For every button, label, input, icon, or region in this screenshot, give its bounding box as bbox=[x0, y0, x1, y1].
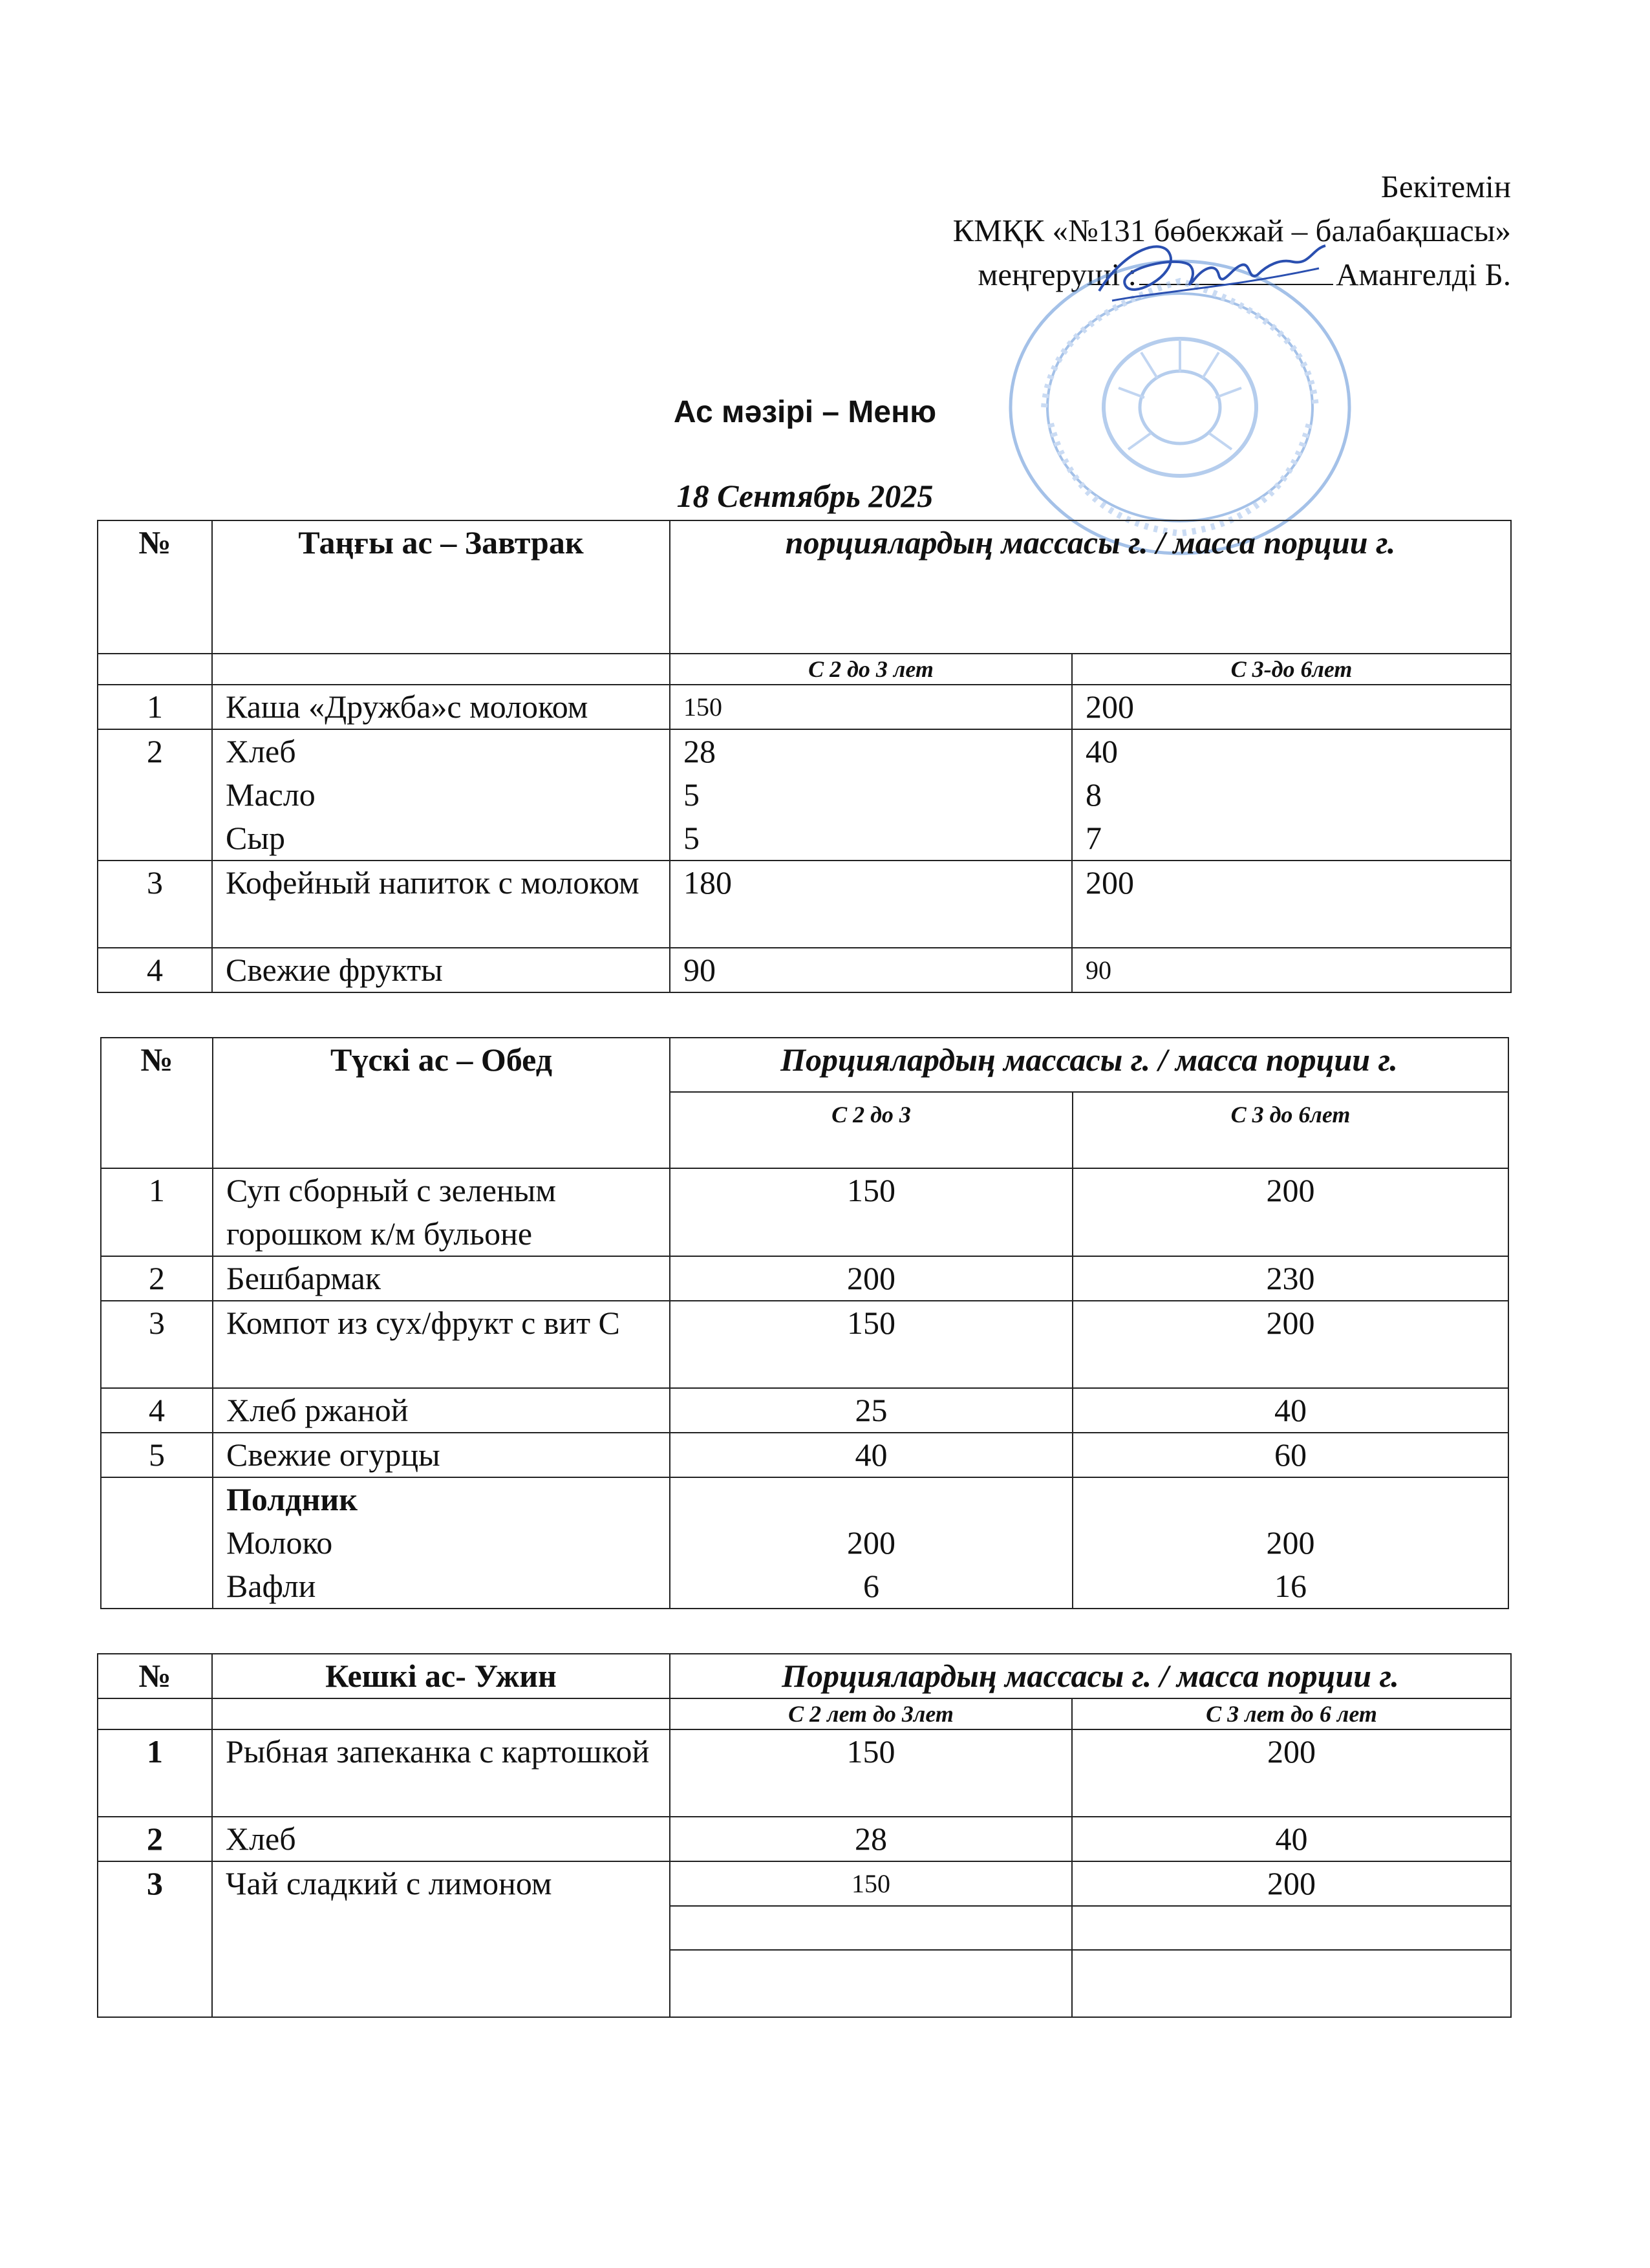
menu-date: 18 Сентябрь 2025 bbox=[676, 478, 934, 514]
mass-age2: 60 bbox=[1073, 1433, 1508, 1477]
approval-title: Бекітемін bbox=[1380, 169, 1511, 204]
table-row bbox=[98, 861, 1511, 948]
table-row bbox=[98, 1861, 1511, 1906]
dish-name: Чай сладкий с лимоном bbox=[212, 1861, 670, 2017]
row-number: 3 bbox=[101, 1301, 213, 1388]
row-number: 4 bbox=[101, 1388, 213, 1433]
dish-name: Свежие фрукты bbox=[212, 948, 670, 992]
mass-age1: 180 bbox=[670, 861, 1072, 948]
snack-title: Полдник bbox=[226, 1481, 358, 1517]
dish-name: Хлеб ржаной bbox=[213, 1388, 670, 1433]
col-portion-mass: порциялардың массасы г. / масса порции г. bbox=[670, 520, 1511, 654]
col-number: № bbox=[98, 1654, 212, 1698]
head-name: Амангелді Б. bbox=[1336, 257, 1511, 292]
mass-age2: 200 bbox=[1073, 1301, 1508, 1388]
row-number: 1 bbox=[101, 1168, 213, 1256]
mass-age1: 150 bbox=[670, 1168, 1073, 1256]
col-number: № bbox=[98, 520, 212, 654]
table-row bbox=[101, 1433, 1508, 1477]
mass-age1: 40 bbox=[670, 1433, 1073, 1477]
dish-name: Хлеб bbox=[212, 1817, 670, 1861]
dish-name: Суп сборный с зеленым горошком к/м бульоне bbox=[213, 1168, 670, 1256]
row-number: 4 bbox=[98, 948, 212, 992]
dish-name: Компот из сух/фрукт с вит С bbox=[213, 1301, 670, 1388]
mass-age2: 200 bbox=[1072, 685, 1511, 729]
row-number: 5 bbox=[101, 1433, 213, 1477]
table-row bbox=[101, 1168, 1508, 1256]
row-number: 2 bbox=[98, 1817, 212, 1861]
mass-age2: 200 16 bbox=[1073, 1477, 1508, 1609]
row-number: 3 bbox=[98, 861, 212, 948]
dish-name: Кофейный напиток с молоком bbox=[212, 861, 670, 948]
row-number: 3 bbox=[98, 1861, 212, 2017]
table-row bbox=[98, 1817, 1511, 1861]
table-row bbox=[98, 1729, 1511, 1817]
table-row bbox=[98, 729, 1511, 861]
age-group-2: С 3-до 6лет bbox=[1072, 654, 1511, 685]
col-number: № bbox=[101, 1038, 213, 1168]
mass-age1: 28 5 5 bbox=[670, 729, 1072, 861]
row-number: 2 bbox=[101, 1256, 213, 1301]
mass-age1: 90 bbox=[670, 948, 1072, 992]
mass-age1: 28 bbox=[670, 1817, 1072, 1861]
mass-age2: 200 bbox=[1072, 1729, 1511, 1817]
mass-age2: 40 8 7 bbox=[1072, 729, 1511, 861]
col-dish: Түскі ас – Обед bbox=[213, 1038, 670, 1168]
head-label: меңгеруші : bbox=[978, 257, 1137, 292]
dish-name: Каша «Дружба»с молоком bbox=[212, 685, 670, 729]
mass-age2: 40 bbox=[1072, 1817, 1511, 1861]
mass-age1: 150 bbox=[670, 685, 1072, 729]
mass-age2: 200 bbox=[1072, 861, 1511, 948]
dish-name: Свежие огурцы bbox=[213, 1433, 670, 1477]
col-portion-mass: Порциялардың массасы г. / масса порции г. bbox=[670, 1654, 1511, 1698]
col-dish: Таңғы ас – Завтрак bbox=[212, 520, 670, 654]
table-row bbox=[101, 1301, 1508, 1388]
col-dish: Кешкі ас- Ужин bbox=[212, 1654, 670, 1698]
snack-row bbox=[101, 1477, 1508, 1609]
breakfast-table bbox=[97, 520, 1512, 993]
dish-name: Бешбармак bbox=[213, 1256, 670, 1301]
row-number: 1 bbox=[98, 1729, 212, 1817]
menu-title: Ас мәзірі – Меню bbox=[673, 395, 937, 429]
dish-name: Хлеб Масло Сыр bbox=[212, 729, 670, 861]
mass-age1: 25 bbox=[670, 1388, 1073, 1433]
lunch-table bbox=[100, 1037, 1509, 1609]
row-number: 2 bbox=[98, 729, 212, 861]
age-group-1: С 2 до 3 bbox=[670, 1092, 1073, 1168]
row-number: 1 bbox=[98, 685, 212, 729]
col-portion-mass: Порциялардың массасы г. / масса порции г. bbox=[670, 1038, 1508, 1092]
mass-age1: 150 bbox=[670, 1861, 1072, 1906]
table-row bbox=[101, 1388, 1508, 1433]
mass-age1: 200 6 bbox=[670, 1477, 1073, 1609]
organization-name: КМҚК «№131 бөбекжай – балабақшасы» bbox=[952, 213, 1511, 248]
mass-age2: 230 bbox=[1073, 1256, 1508, 1301]
signature bbox=[1086, 230, 1332, 320]
table-row bbox=[98, 948, 1511, 992]
dinner-table bbox=[97, 1653, 1512, 2018]
mass-age2: 200 bbox=[1073, 1168, 1508, 1256]
mass-age1: 150 bbox=[670, 1301, 1073, 1388]
mass-age2: 200 bbox=[1072, 1861, 1511, 1906]
mass-age1: 200 bbox=[670, 1256, 1073, 1301]
snack-items: Полдник Молоко Вафли bbox=[213, 1477, 670, 1609]
age-group-2: С 3 лет до 6 лет bbox=[1072, 1698, 1511, 1729]
table-row bbox=[98, 685, 1511, 729]
table-row bbox=[101, 1256, 1508, 1301]
age-group-1: С 2 лет до 3лет bbox=[670, 1698, 1072, 1729]
mass-age1: 150 bbox=[670, 1729, 1072, 1817]
dish-name: Рыбная запеканка с картошкой bbox=[212, 1729, 670, 1817]
mass-age2: 90 bbox=[1072, 948, 1511, 992]
age-group-1: С 2 до 3 лет bbox=[670, 654, 1072, 685]
mass-age2: 40 bbox=[1073, 1388, 1508, 1433]
age-group-2: С 3 до 6лет bbox=[1073, 1092, 1508, 1168]
